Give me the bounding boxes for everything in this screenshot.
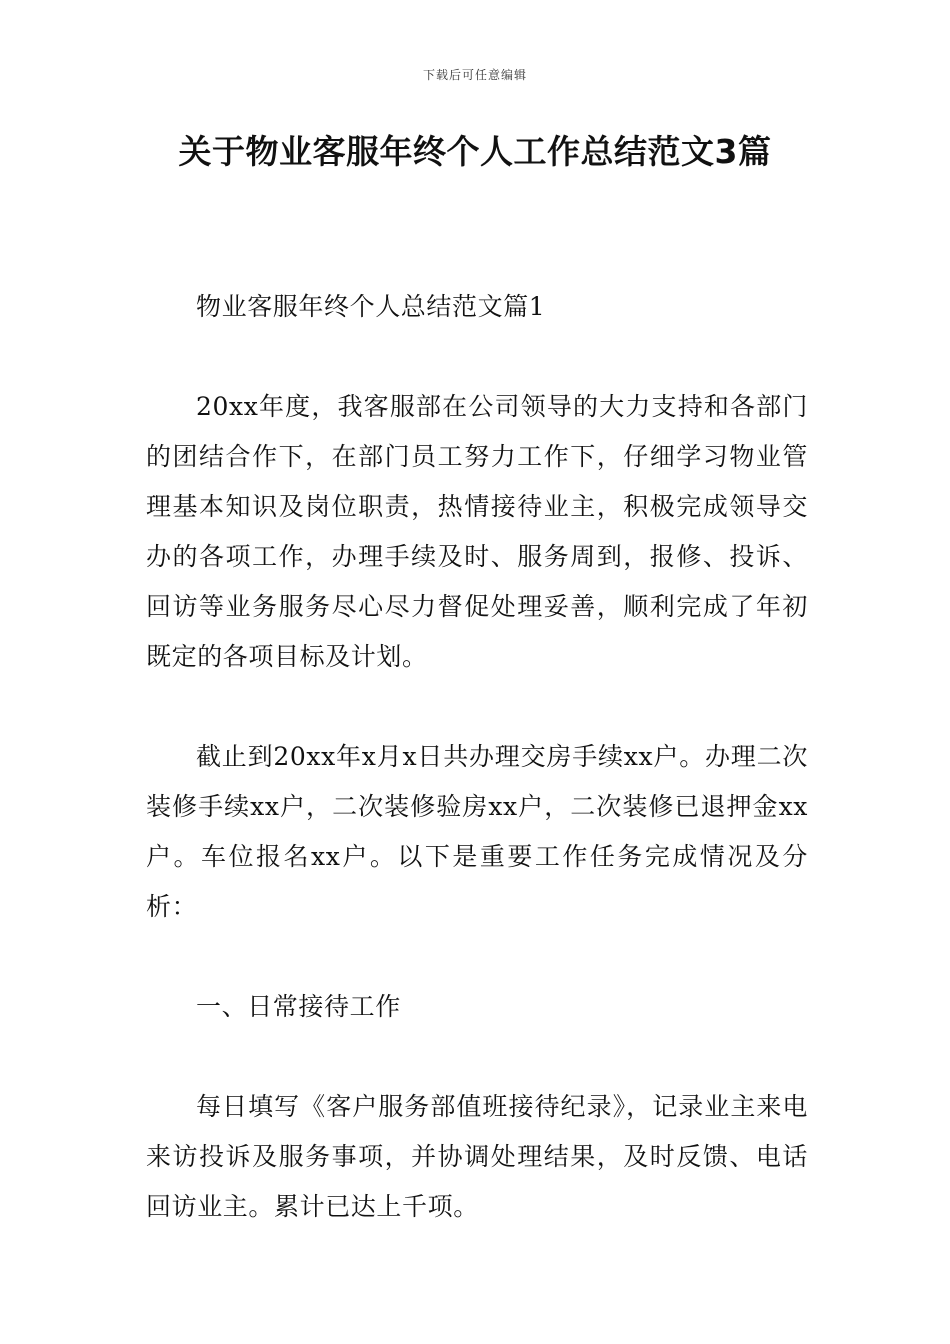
spacer bbox=[146, 682, 808, 732]
section-title: 物业客服年终个人总结范文篇1 bbox=[196, 292, 546, 321]
header-note: 下载后可任意编辑 bbox=[422, 68, 527, 82]
document-body bbox=[146, 282, 808, 1232]
spacer bbox=[146, 332, 808, 382]
document-title: 关于物业客服年终个人工作总结范文3篇 bbox=[178, 132, 772, 171]
subheading-daily-reception: 一、日常接待工作 bbox=[196, 992, 401, 1021]
paragraph-3: 每日填写《客户服务部值班接待纪录》，记录业主来电来访投诉及服务事项，并协调处理结果，及时反馈、电话回访业主。累计已达上千项。 bbox=[146, 1092, 808, 1221]
spacer bbox=[146, 932, 808, 982]
spacer bbox=[146, 1032, 808, 1082]
paragraph-1: 20xx年度，我客服部在公司领导的大力支持和各部门的团结合作下，在部门员工努力工作下，仔细学习物业管理基本知识及岗位职责，热情接待业主，积极完成领导交办的各项工作，办理手续及时、服务周到，报修、投诉、回访等业务服务尽心尽力督促处理妥善，顺利完成了年初既定的各项目标及计划。 bbox=[146, 392, 808, 671]
paragraph-2: 截止到20xx年x月x日共办理交房手续xx户。办理二次装修手续xx户，二次装修验房xx户，二次装修已退押金xx户。车位报名xx户。以下是重要工作任务完成情况及分析： bbox=[146, 742, 808, 921]
